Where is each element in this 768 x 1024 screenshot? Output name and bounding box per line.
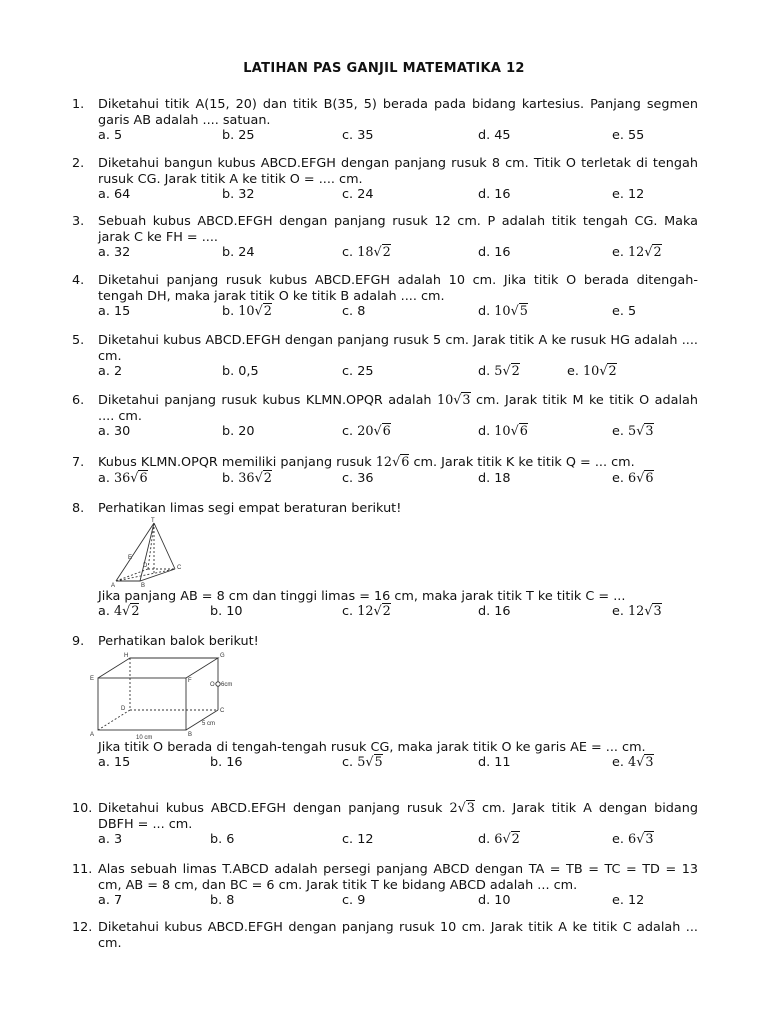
pyramid-figure [110,517,190,589]
answer-option: c. 12√2 [342,604,391,619]
question-text-followup: Jika panjang AB = 8 cm dan tinggi limas = 16 cm, maka jarak titik T ke titik C = ... [98,588,626,604]
answer-option: d. 5√2 [478,364,520,379]
svg-text:G: G [220,652,225,659]
answer-option: d. 10√6 [478,424,528,439]
svg-text:A: A [90,731,95,738]
cuboid-figure [86,650,233,741]
question-text: Diketahui bangun kubus ABCD.EFGH dengan panjang rusuk 8 cm. Titik O terletak di tengah rusuk CG. Jarak titik A ke titik O = .... cm. [98,156,698,187]
question-number: 12. [72,920,93,935]
question-6 [72,393,698,440]
question-number: 8. [72,501,85,516]
answer-option: d. 10 [478,893,511,908]
question-text-followup: Jika titik O berada di tengah-tengah rusuk CG, maka jarak titik O ke garis AE = ... cm. [98,739,646,755]
svg-text:5 cm: 5 cm [202,720,216,727]
answer-option: e. 12√3 [612,604,662,619]
answer-option: e. 12 [612,187,645,202]
answer-option: c. 25 [342,364,374,379]
svg-text:B: B [188,731,193,738]
answer-option: d. 11 [478,755,511,770]
question-4 [72,273,698,320]
svg-text:E: E [128,554,133,561]
answer-option: b. 0,5 [222,364,259,379]
answer-option: b. 6 [210,832,235,847]
answer-option: d. 45 [478,128,511,143]
question-number: 4. [72,273,85,288]
question-text: Alas sebuah limas T.ABCD adalah persegi panjang ABCD dengan TA = TB = TC = TD = 13 cm, AB = 8 cm, dan BC = 6 cm. Jarak titik T ke bidang ABCD adalah ... cm. [98,862,698,893]
question-number: 2. [72,156,85,171]
answer-options [98,755,698,771]
answer-options [98,304,698,320]
answer-options [98,187,698,203]
answer-option: a. 4√2 [98,604,140,619]
answer-option: d. 6√2 [478,832,520,847]
answer-options [98,424,698,440]
question-number: 9. [72,634,85,649]
question-number: 1. [72,97,85,112]
question-2 [72,156,698,203]
answer-options [98,128,698,144]
answer-options [98,604,698,620]
svg-text:C: C [177,564,182,571]
answer-option: b. 16 [210,755,243,770]
answer-option: b. 25 [222,128,255,143]
svg-text:E: E [90,675,95,682]
answer-option: c. 12 [342,832,374,847]
answer-option: e. 5 [612,304,637,319]
svg-text:T: T [151,517,155,524]
answer-option: e. 55 [612,128,645,143]
question-3 [72,214,698,261]
answer-option: a. 32 [98,245,131,260]
question-5 [72,333,698,380]
answer-option: b. 32 [222,187,255,202]
question-number: 7. [72,455,85,470]
svg-text:B: B [141,582,146,589]
question-number: 5. [72,333,85,348]
question-text: Kubus KLMN.OPQR memiliki panjang rusuk 12√6 cm. Jarak titik K ke titik Q = ... cm. [98,455,635,470]
answer-options [98,893,698,909]
question-number: 11. [72,862,93,877]
question-number: 3. [72,214,85,229]
answer-option: e. 4√3 [612,755,654,770]
answer-option: e. 12 [612,893,645,908]
answer-option: a. 36√6 [98,470,148,486]
answer-options [98,471,698,487]
svg-text:C: C [220,707,225,714]
question-12 [72,920,698,951]
answer-option: a. 5 [98,128,123,143]
answer-option: a. 15 [98,304,131,319]
answer-option: e. 6√3 [612,832,654,847]
answer-option: a. 64 [98,187,131,202]
answer-option: c. 9 [342,893,366,908]
answer-option: e. 6√6 [612,470,654,486]
question-8 [72,501,698,620]
answer-option: d. 16 [478,187,511,202]
answer-option: c. 8 [342,304,366,319]
question-7 [72,455,698,487]
answer-option: c. 36 [342,470,374,486]
svg-text:10 cm: 10 cm [136,734,153,741]
answer-option: d. 16 [478,604,511,619]
page-title: LATIHAN PAS GANJIL MATEMATIKA 12 [243,61,525,76]
answer-option: d. 10√5 [478,304,528,319]
question-1 [72,97,698,144]
question-text: Diketahui kubus ABCD.EFGH dengan panjang rusuk 2√3 cm. Jarak titik A dengan bidang DBFH = ... cm. [98,801,698,832]
svg-text:6cm: 6cm [221,681,233,688]
question-text: Diketahui titik A(15, 20) dan titik B(35, 5) berada pada bidang kartesius. Panjang segmen garis AB adalah .... satuan. [98,97,698,128]
svg-text:D: D [143,562,148,569]
answer-option: a. 30 [98,424,131,439]
answer-option: d. 16 [478,245,511,260]
answer-option: a. 2 [98,364,123,379]
answer-option: b. 10√2 [222,304,272,319]
answer-option: c. 5√5 [342,755,383,770]
answer-option: d. 18 [478,470,511,486]
question-number: 6. [72,393,85,408]
svg-text:A: A [111,582,116,589]
answer-option: c. 24 [342,187,374,202]
answer-option: b. 10 [210,604,243,619]
answer-option: a. 7 [98,893,123,908]
svg-text:D: D [121,705,126,712]
question-number: 10. [72,801,93,816]
answer-option: b. 24 [222,245,255,260]
answer-option: e. 10√2 [567,364,617,379]
answer-option: a. 15 [98,755,131,770]
question-text: Diketahui kubus ABCD.EFGH dengan panjang rusuk 5 cm. Jarak titik A ke rusuk HG adalah .... cm. [98,333,698,364]
svg-text:O: O [210,681,215,688]
answer-option: b. 20 [222,424,255,439]
answer-option: e. 5√3 [612,424,654,439]
answer-option: b. 36√2 [222,470,272,486]
question-text: Perhatikan balok berikut! [98,634,259,649]
answer-option: c. 18√2 [342,245,391,260]
question-11 [72,862,698,909]
question-10 [72,801,698,848]
answer-option: c. 35 [342,128,374,143]
question-text: Perhatikan limas segi empat beraturan berikut! [98,501,402,516]
question-text: Diketahui panjang rusuk kubus KLMN.OPQR adalah 10√3 cm. Jarak titik M ke titik O adalah .... cm. [98,393,698,424]
question-9 [72,634,698,771]
answer-option: b. 8 [210,893,235,908]
answer-option: c. 20√6 [342,424,391,439]
answer-option: a. 3 [98,832,123,847]
answer-options [98,245,698,261]
question-text: Diketahui kubus ABCD.EFGH dengan panjang rusuk 10 cm. Jarak titik A ke titik C adalah ... cm. [98,920,698,951]
answer-option: e. 12√2 [612,245,662,260]
svg-text:H: H [124,652,129,659]
question-text: Diketahui panjang rusuk kubus ABCD.EFGH adalah 10 cm. Jika titik O berada ditengah-tengah DH, maka jarak titik O ke titik B adalah .... cm. [98,273,698,304]
svg-text:F: F [188,677,192,684]
answer-options [98,364,698,380]
question-text: Sebuah kubus ABCD.EFGH dengan panjang rusuk 12 cm. P adalah titik tengah CG. Maka jarak C ke FH = .... [98,214,698,245]
answer-options [98,832,698,848]
